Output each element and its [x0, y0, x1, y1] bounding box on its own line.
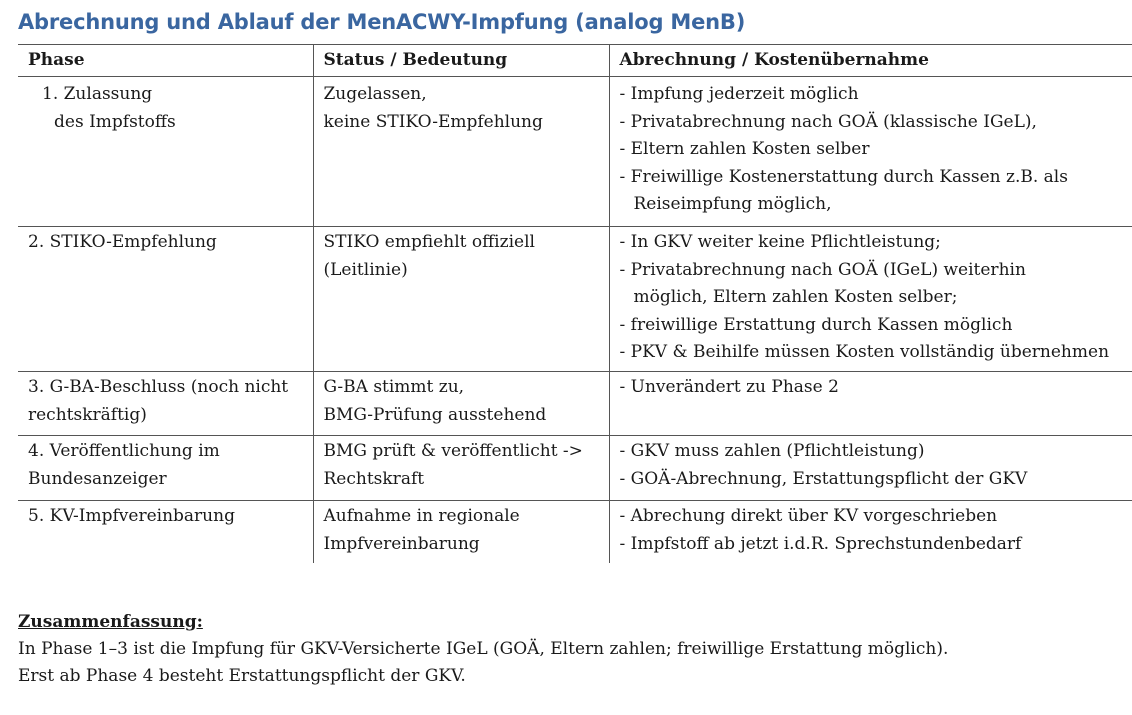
table-row [18, 436, 1132, 501]
cell-line: - Impfstoff ab jetzt i.d.R. Sprechstundenbedarf [619, 533, 1022, 554]
cell-line: des Impfstoffs [54, 111, 176, 132]
billing-cell [609, 501, 1132, 564]
cell-line: BMG prüft & veröffentlicht -> [323, 441, 583, 461]
cell-line: - freiwillige Erstattung durch Kassen möglich [619, 314, 1013, 335]
summary-line: Erst ab Phase 4 besteht Erstattungspflicht der GKV. [18, 666, 466, 686]
cell-line: 1. Zulassung [42, 84, 153, 104]
cell-line: (Leitlinie) [323, 259, 408, 280]
phase-cell [18, 227, 313, 372]
cell-line: 4. Veröffentlichung im [28, 441, 220, 461]
cell-line: - Impfung jederzeit möglich [619, 84, 859, 104]
billing-cell [609, 372, 1132, 436]
cell-line: - Unverändert zu Phase 2 [619, 377, 839, 397]
table-header-row [18, 45, 1132, 77]
table-row [18, 372, 1132, 436]
cell-line: möglich, Eltern zahlen Kosten selber; [633, 287, 958, 307]
table-row [18, 77, 1132, 227]
phase-cell [18, 436, 313, 501]
billing-table [18, 44, 1132, 563]
cell-line: Bundesanzeiger [28, 468, 167, 489]
phase-cell [18, 501, 313, 564]
status-cell [313, 77, 609, 227]
table-row [18, 501, 1132, 564]
cell-line: 3. G-BA-Beschluss (noch nicht [28, 377, 289, 397]
cell-line: Rechtskraft [323, 468, 425, 489]
cell-line: - Privatabrechnung nach GOÄ (IGeL) weiterhin [619, 259, 1026, 280]
phase-cell [18, 372, 313, 436]
header-status: Status / Bedeutung [313, 45, 609, 77]
phase-cell [18, 77, 313, 227]
cell-line: - Privatabrechnung nach GOÄ (klassische IGeL), [619, 111, 1037, 132]
table-row [18, 227, 1132, 372]
billing-cell [609, 436, 1132, 501]
cell-line: - Freiwillige Kostenerstattung durch Kassen z.B. als [619, 166, 1068, 187]
summary-heading: Zusammenfassung: [18, 612, 203, 632]
cell-line: rechtskräftig) [28, 404, 147, 425]
cell-line: - In GKV weiter keine Pflichtleistung; [619, 232, 941, 252]
document-title: Abrechnung und Ablauf der MenACWY-Impfung (analog MenB) [18, 10, 746, 34]
status-cell [313, 227, 609, 372]
summary-line: In Phase 1–3 ist die Impfung für GKV-Versicherte IGeL (GOÄ, Eltern zahlen; freiwillige Erstattung möglich). [18, 639, 949, 659]
billing-cell [609, 77, 1132, 227]
cell-line: 2. STIKO-Empfehlung [28, 232, 217, 252]
billing-cell [609, 227, 1132, 372]
cell-line: Reiseimpfung möglich, [633, 194, 832, 214]
header-phase: Phase [18, 45, 313, 77]
cell-line: - GKV muss zahlen (Pflichtleistung) [619, 441, 925, 461]
cell-line: - Eltern zahlen Kosten selber [619, 139, 870, 159]
cell-line: - PKV & Beihilfe müssen Kosten vollständig übernehmen [619, 342, 1110, 362]
cell-line: Aufnahme in regionale [323, 506, 520, 526]
cell-line: BMG-Prüfung ausstehend [323, 404, 547, 425]
status-cell [313, 501, 609, 564]
header-billing: Abrechnung / Kostenübernahme [609, 45, 1132, 77]
cell-line: - Abrechung direkt über KV vorgeschrieben [619, 506, 998, 526]
summary-section [18, 609, 948, 690]
cell-line: Impfvereinbarung [323, 533, 480, 554]
cell-line: - GOÄ-Abrechnung, Erstattungspflicht der GKV [619, 468, 1028, 489]
cell-line: keine STIKO-Empfehlung [323, 111, 543, 132]
cell-line: Zugelassen, [323, 84, 427, 104]
cell-line: STIKO empfiehlt offiziell [323, 232, 535, 252]
cell-line: G-BA stimmt zu, [323, 377, 465, 397]
cell-line: 5. KV-Impfvereinbarung [28, 506, 235, 526]
status-cell [313, 436, 609, 501]
status-cell [313, 372, 609, 436]
